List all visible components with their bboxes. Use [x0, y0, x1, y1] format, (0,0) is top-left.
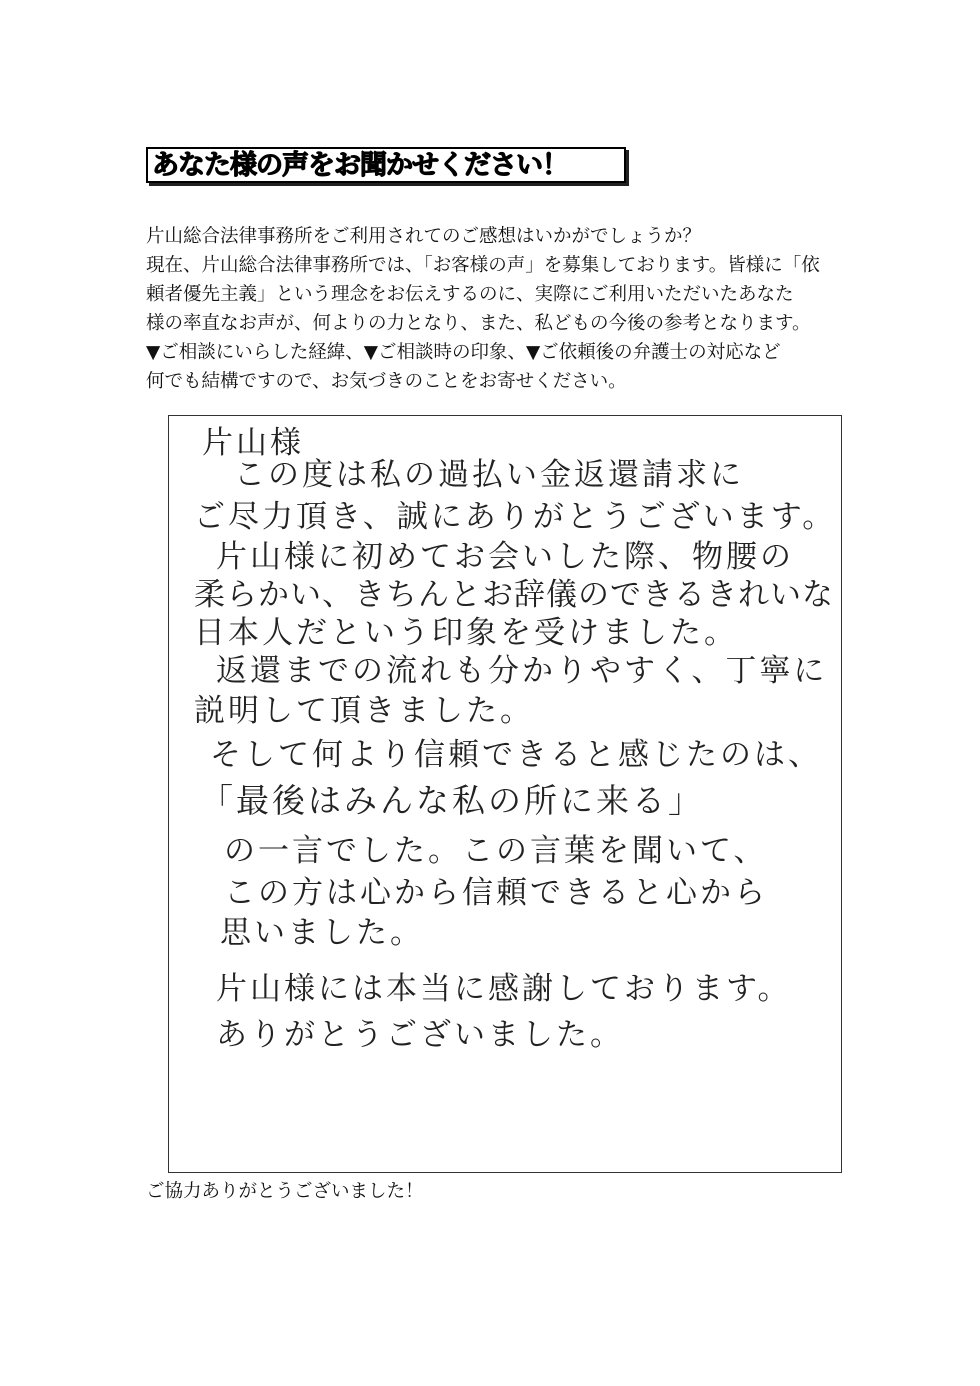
letter-line: ご尽力頂き、誠にありがとうございます。 [194, 499, 837, 535]
letter-line: 日本人だという印象を受けました。 [194, 615, 738, 651]
intro-line: 片山総合法律事務所をご利用されてのご感想はいかがでしょうか？ [146, 226, 702, 247]
letter-line: 「最後はみんな私の所に来る」 [200, 781, 704, 820]
letter-line: 片山様には本当に感謝しております。 [216, 971, 792, 1007]
footer-thanks: ご協力ありがとうございました！ [146, 1181, 424, 1202]
page-title: あなた様の声をお聞かせください！ [152, 149, 568, 181]
letter-line: この度は私の過払い金返還請求に [234, 457, 744, 493]
letter-line: の一言でした。この言葉を聞いて、 [224, 833, 768, 869]
intro-line: 様の率直なお声が、何よりの力となり、また、私どもの今後の参考となります。 [146, 313, 811, 334]
letter-line: 返還までの流れも分かりやすく、丁寧に [216, 653, 828, 689]
letter-line: 片山様 [202, 425, 304, 461]
intro-paragraph [146, 222, 856, 396]
intro-line: 現在、片山総合法律事務所では、「お客様の声」を募集しております。皆様に「依 [146, 255, 820, 276]
letter-line: 柔らかい、きちんとお辞儀のできるきれいな [194, 577, 834, 613]
intro-line: 頼者優先主義」という理念をお伝えするのに、実際にご利用いただいたあなた [146, 284, 794, 305]
intro-line: 何でも結構ですので、お気づきのことをお寄せください。 [146, 371, 627, 392]
letter-line: ありがとうございました。 [216, 1017, 624, 1053]
letter-line: 片山様に初めてお会いした際、物腰の [216, 539, 794, 575]
letter-line: 説明して頂きました。 [194, 693, 534, 729]
intro-line: ▼ご相談にいらした経緯、▼ご相談時の印象、▼ご依頼後の弁護士の対応など [146, 342, 781, 363]
letter-line: そして何より信頼できると感じたのは、 [210, 737, 822, 773]
title-box [146, 147, 626, 183]
letter-line: 思いました。 [220, 915, 424, 951]
letter-line: この方は心から信頼できると心から [224, 875, 768, 911]
